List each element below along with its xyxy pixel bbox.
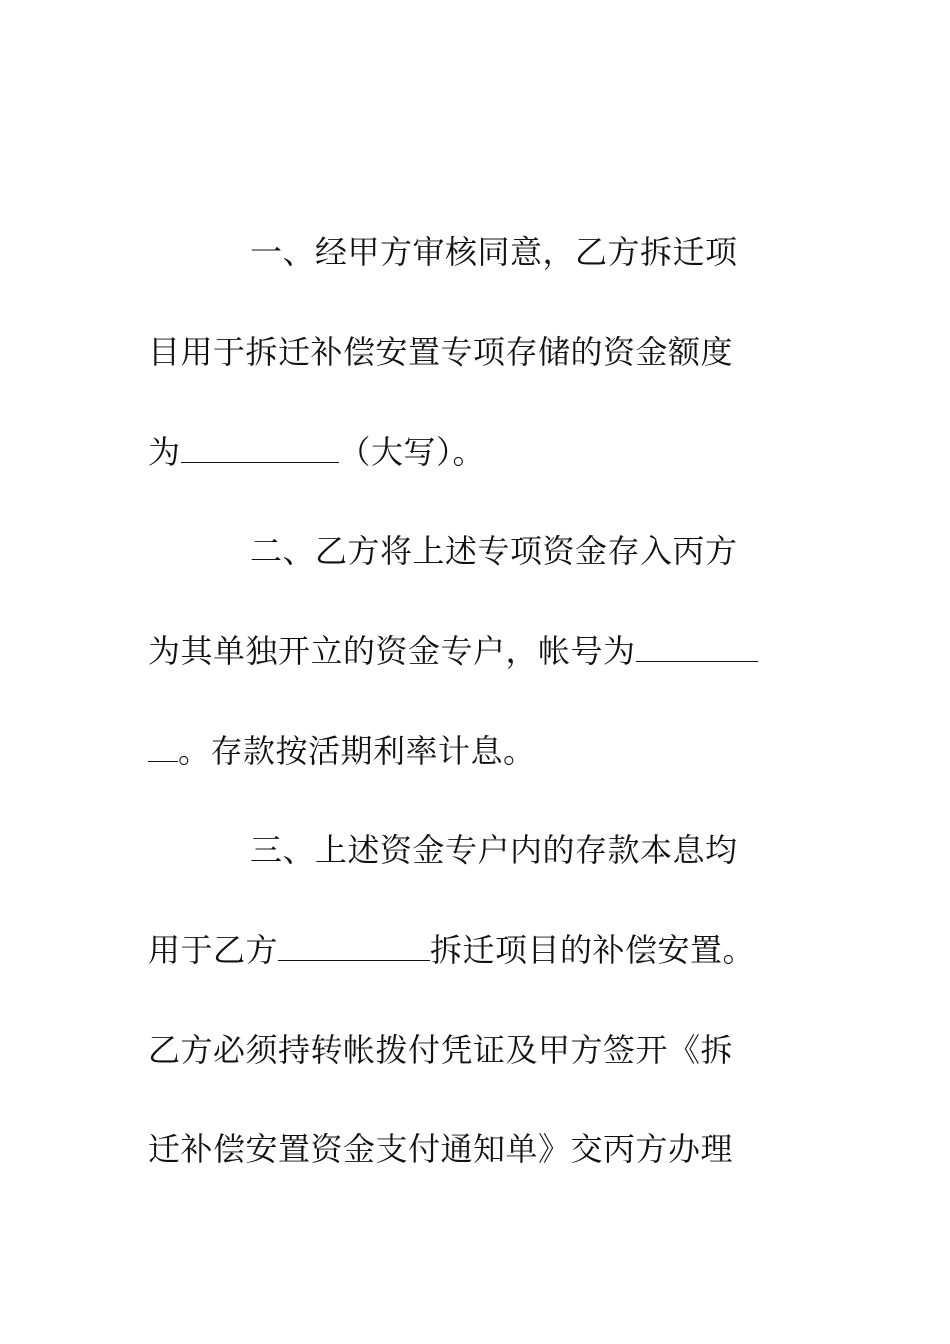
- project-name-blank: [278, 932, 430, 961]
- clause-2-line-2-before: 为其单独开立的资金专户，帐号为: [148, 632, 636, 670]
- clause-3-line-4: 迁补偿安置资金支付通知单》交丙方办理: [148, 1130, 734, 1168]
- account-number-blank: [636, 633, 758, 662]
- clause-1-line-3-before: 为: [148, 433, 181, 471]
- clause-3-line-1: 三、上述资金专户内的存款本息均: [250, 831, 738, 869]
- clause-3-line-2-after: 拆迁项目的补偿安置。: [430, 931, 756, 969]
- clause-3-line-3: 乙方必须持转帐拨付凭证及甲方签开《拆: [148, 1031, 734, 1069]
- clause-3-line-2: [148, 930, 755, 970]
- amount-blank: [181, 434, 339, 463]
- clause-2-line-3-after: 。存款按活期利率计息。: [178, 732, 536, 770]
- clause-1-line-1: 一、经甲方审核同意，乙方拆迁项: [250, 233, 738, 271]
- clause-2-line-3: [148, 731, 536, 771]
- clause-1-line-3-after: （大写）。: [338, 433, 486, 471]
- clause-1-line-3: [148, 432, 485, 472]
- clause-2-line-1: 二、乙方将上述专项资金存入丙方: [250, 532, 738, 570]
- clause-3-line-2-before: 用于乙方: [148, 931, 279, 969]
- clause-2-line-2: [148, 631, 758, 671]
- account-number-blank-continued: [148, 733, 178, 762]
- clause-1-line-2: 目用于拆迁补偿安置专项存储的资金额度: [148, 333, 734, 371]
